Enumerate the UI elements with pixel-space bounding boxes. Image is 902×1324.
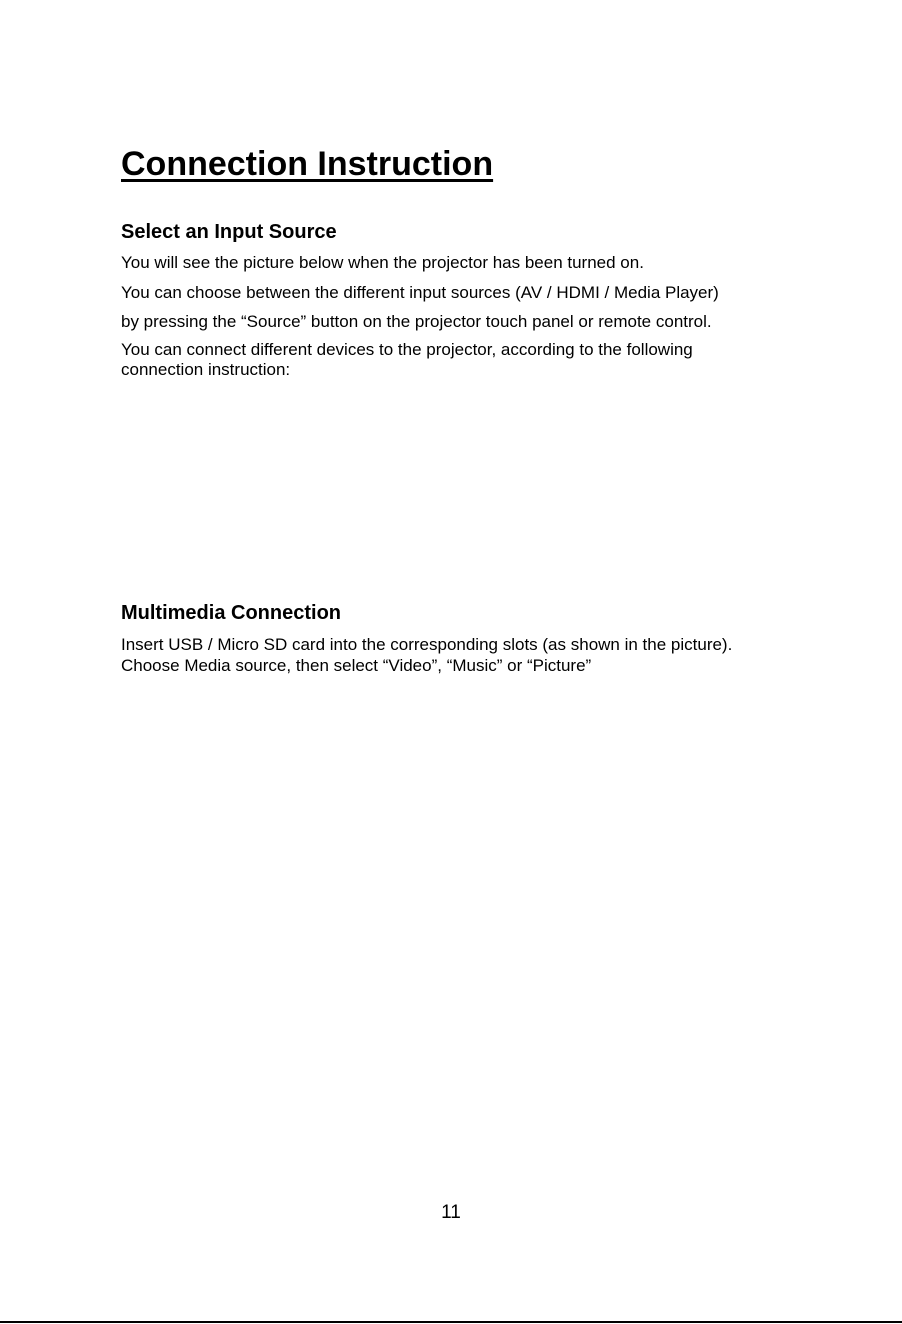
input-source-line-5: connection instruction: [121, 360, 291, 379]
input-source-line-3: by pressing the “Source” button on the projector touch panel or remote control. [121, 312, 712, 331]
section-heading-input-source: Select an Input Source [121, 221, 337, 243]
multimedia-line-1: Insert USB / Micro SD card into the corresponding slots (as shown in the picture). [121, 635, 733, 654]
bottom-divider [0, 1321, 902, 1323]
page-title: Connection Instruction [121, 145, 494, 183]
section-heading-multimedia: Multimedia Connection [121, 602, 341, 624]
input-source-line-2: You can choose between the different input sources (AV / HDMI / Media Player) [121, 283, 719, 302]
input-source-line-4: You can connect different devices to the projector, according to the following [121, 340, 693, 359]
page-number: 11 [441, 1202, 461, 1223]
input-source-line-1: You will see the picture below when the projector has been turned on. [121, 253, 644, 272]
multimedia-line-2: Choose Media source, then select “Video”, “Music” or “Picture” [121, 656, 592, 675]
